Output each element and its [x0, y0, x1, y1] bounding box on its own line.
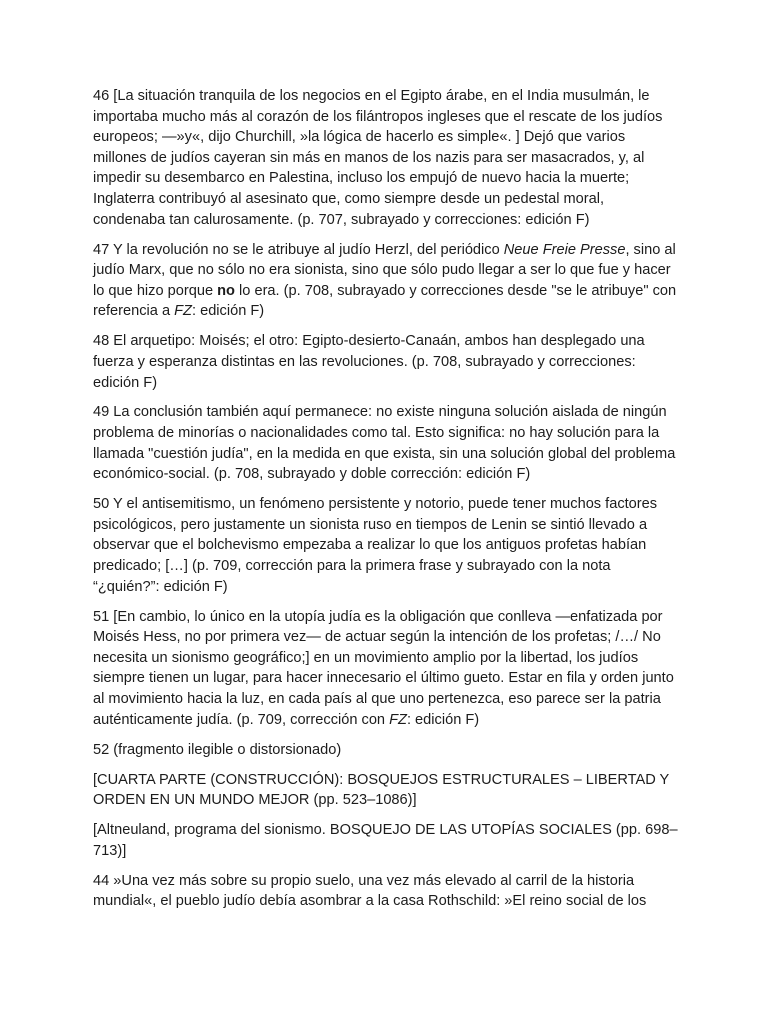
note-49	[93, 402, 678, 484]
note-47-text-a: 47 Y la revolución no se le atribuye al judío Herzl, del periódico	[93, 241, 504, 258]
note-50-text: 50 Y el antisemitismo, un fenómeno persistente y notorio, puede tener muchos factores psicológicos, pero justamente un sionista ruso en tiempos de Lenin se sintió llevado a observar que el bolchevismo empezaba a realizar lo que los antiguos profetas habían predicado; […] (p. 709, corrección para la primera frase y subrayado con la nota “¿quién?”: edición F)	[93, 496, 658, 595]
section-heading	[93, 770, 678, 811]
subsection-heading-text: [Altneuland, programa del sionismo. BOSQUEJO DE LAS UTOPÍAS SOCIALES (pp. 698–713)]	[93, 822, 678, 859]
note-47-text-e: lo era. (p. 708, subrayado y correcciones desde "se le atribuye" con referencia a	[93, 282, 677, 320]
note-52-text: 52 (fragmento ilegible o distorsionado)	[93, 741, 342, 758]
note-51-text-a: 51 [En cambio, lo único en la utopía judía es la obligación que conlleva —enfatizada por Moisés Hess, no por primera vez— de actuar según la intención de los profetas; /…/ No necesita un sionismo geográfico;] en un movimiento amplio por la libertad, los judíos siempre tienen un lugar, para hacer innecesario el último gueto. Estar en fila y orden junto al movimiento hacia la luz, en cada país al que uno pertenezca, eso parece ser la patria auténticamente judía. (p. 709, corrección con	[93, 608, 674, 728]
note-48-text: 48 El arquetipo: Moisés; el otro: Egipto-desierto-Canaán, ambos han desplegado una fuerza y esperanza distintas en las revoluciones. (p. 708, subrayado y correcciones: edición F)	[93, 333, 645, 391]
note-48	[93, 331, 678, 393]
note-47	[93, 240, 678, 322]
note-51	[93, 607, 678, 731]
fz-reference: FZ	[174, 303, 192, 320]
note-44	[93, 871, 678, 912]
note-46	[93, 86, 678, 230]
document-page	[93, 86, 678, 921]
note-52	[93, 740, 678, 761]
section-heading-text: [CUARTA PARTE (CONSTRUCCIÓN): BOSQUEJOS ESTRUCTURALES – LIBERTAD Y ORDEN EN UN MUNDO MEJOR (pp. 523–1086)]	[93, 771, 670, 809]
note-47-text-c: , sino al judío Marx, que no sólo no era sionista, sino que sólo pudo llegar a ser lo que fue y hacer lo que hizo porque	[93, 241, 676, 299]
note-51-text-c: : edición F)	[406, 711, 480, 728]
note-46-text: 46 [La situación tranquila de los negocios en el Egipto árabe, en el India musulmán, le importaba mucho más al corazón de los filántropos ingleses que el rescate de los judíos europeos; —»y«, dijo Churchill, »la lógica de hacerlo es simple«. ] Dejó que varios millones de judíos cayeran sin más en manos de los nazis para ser masacrados, y, al impedir su desembarco en Palestina, incluso los empujó de nuevo hacia la muerte; Inglaterra contribuyó al asesinato que, como siempre desde un pedestal moral, condenaba tan calurosamente. (p. 707, subrayado y correcciones: edición F)	[93, 88, 663, 228]
fz-reference: FZ	[389, 711, 407, 728]
newspaper-title: Neue Freie Presse	[503, 241, 626, 258]
subsection-heading	[93, 820, 678, 861]
emphasis-no: no	[217, 282, 235, 299]
note-44-text: 44 »Una vez más sobre su propio suelo, una vez más elevado al carril de la historia mundial«, el pueblo judío debía asombrar a la casa Rothschild: »El reino social de los	[93, 872, 647, 910]
note-50	[93, 494, 678, 597]
note-49-text: 49 La conclusión también aquí permanece: no existe ninguna solución aislada de ningún problema de minorías o nacionalidades como tal. Esto significa: no hay solución para la llamada "cuestión judía", en la medida en que exista, sin una solución global del problema económico-social. (p. 708, subrayado y doble corrección: edición F)	[93, 404, 676, 483]
note-47-text-g: : edición F)	[191, 303, 265, 320]
